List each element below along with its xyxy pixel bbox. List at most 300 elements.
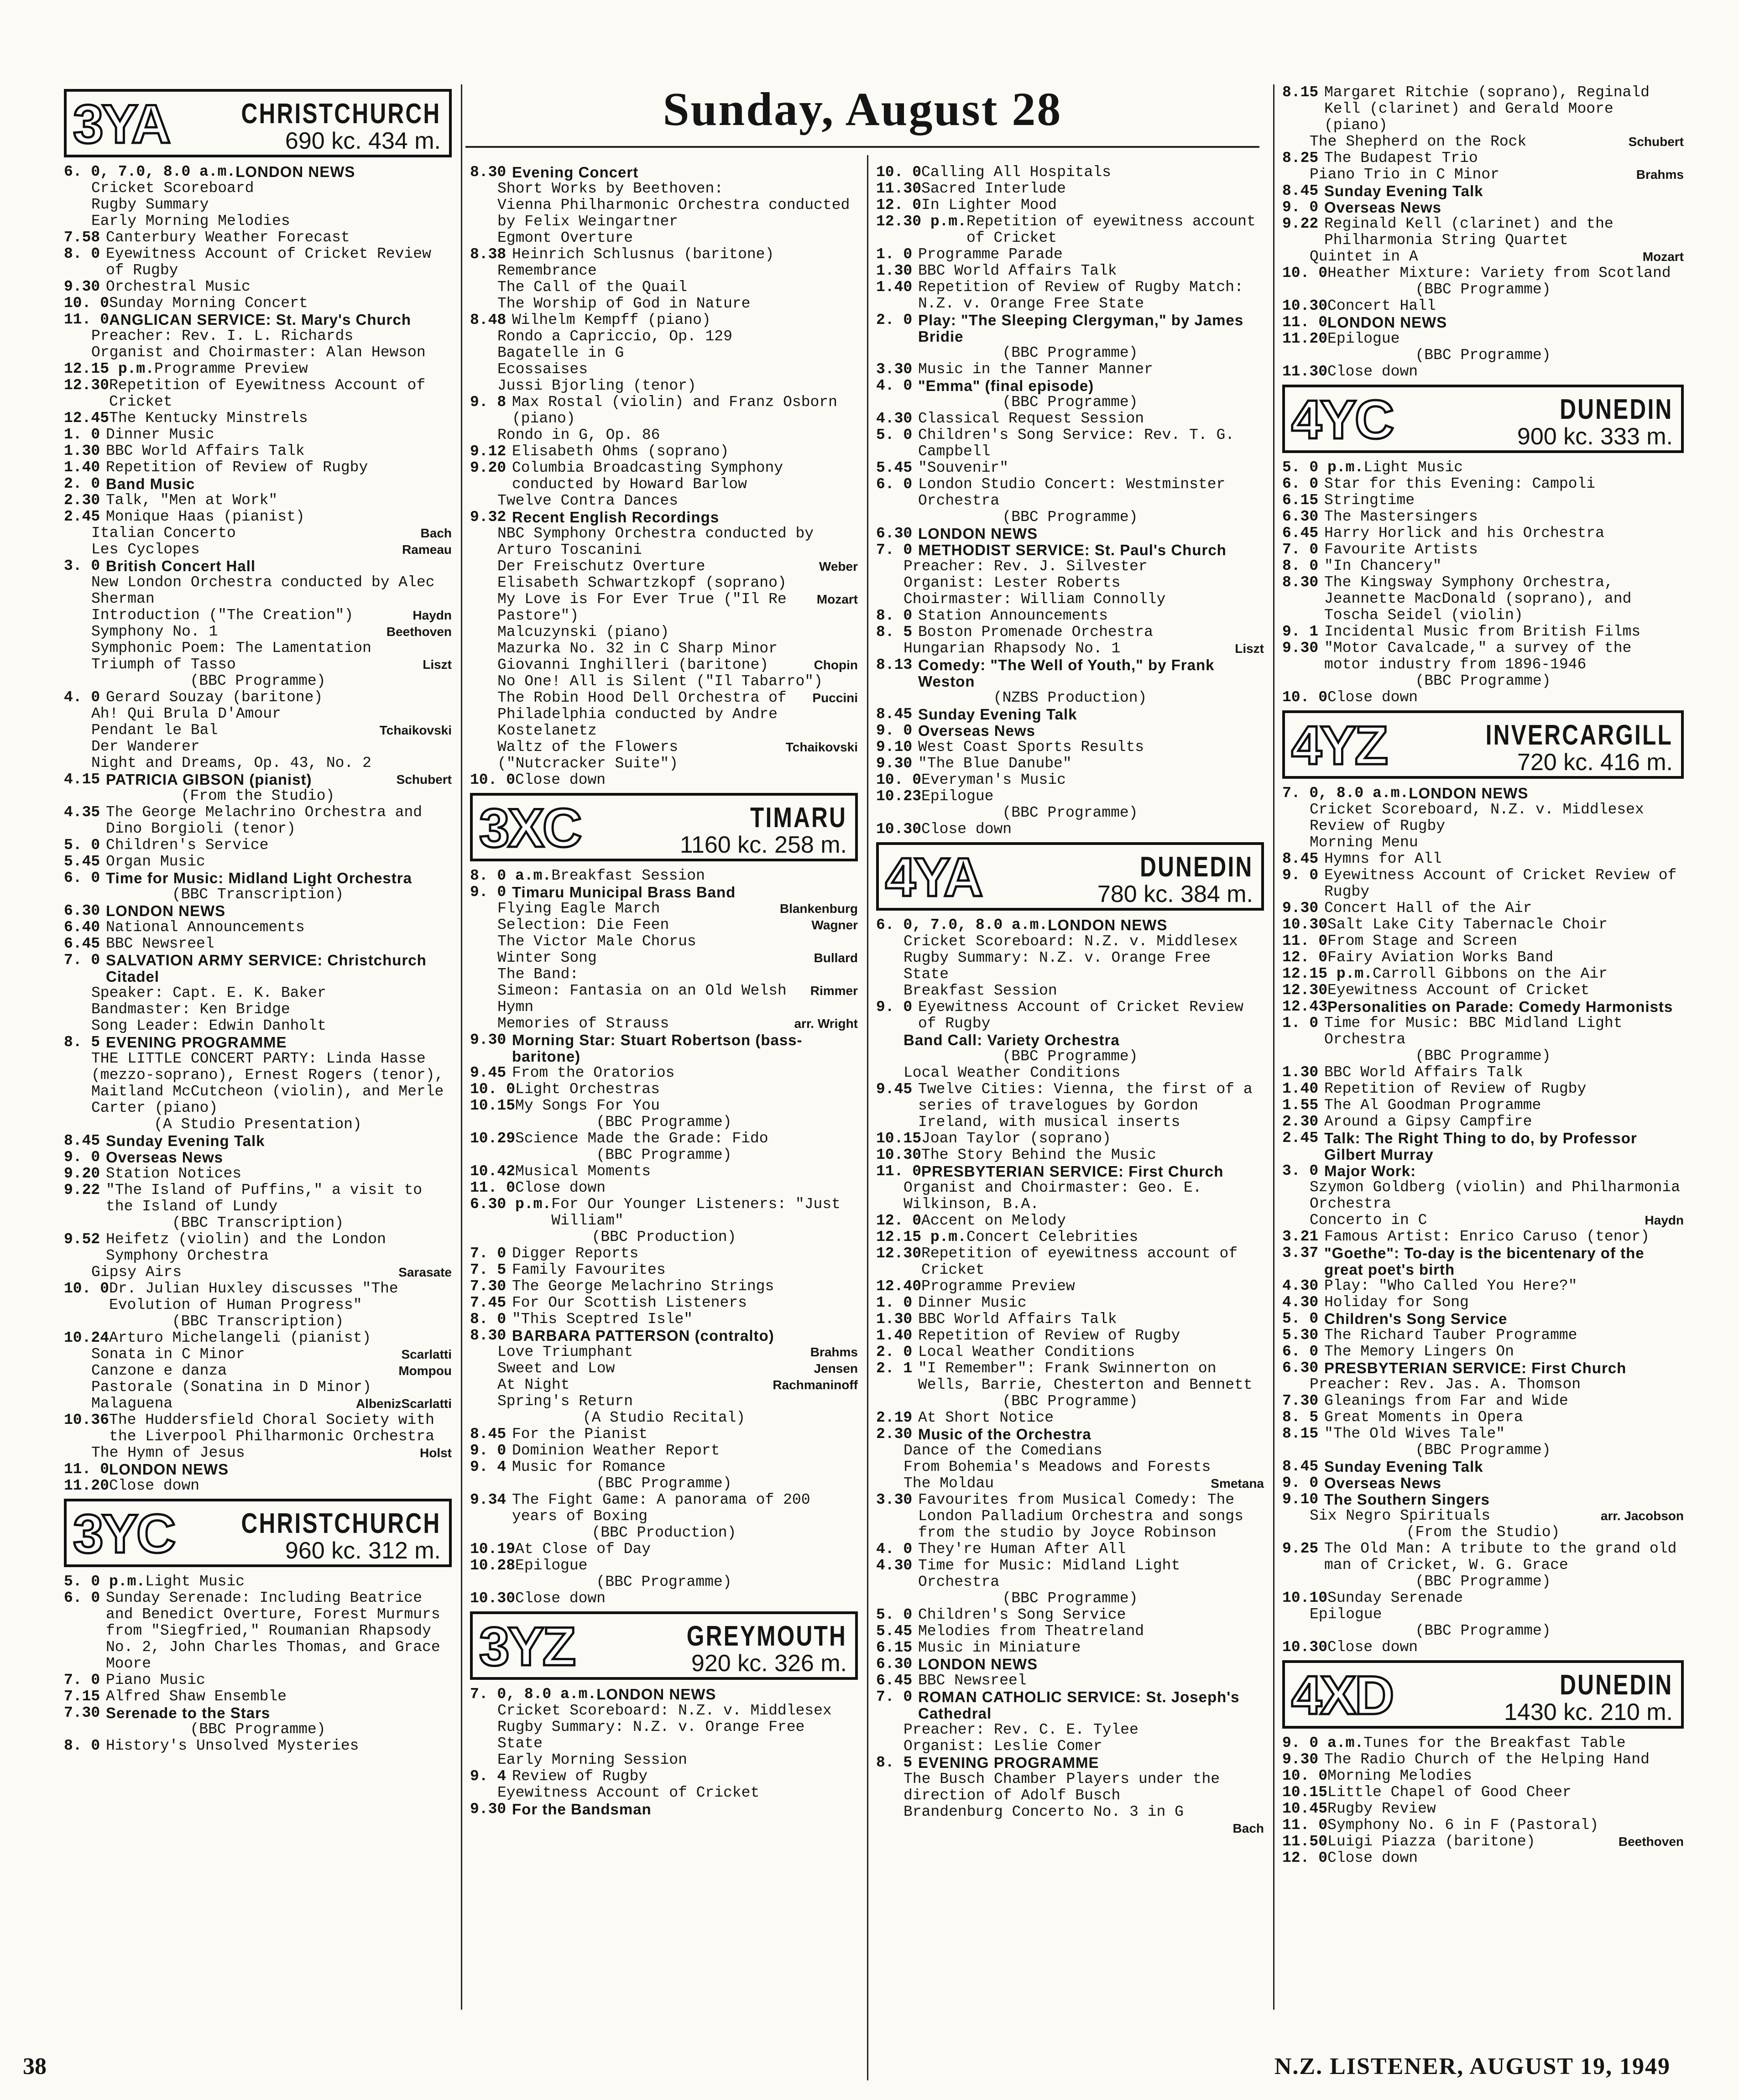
programme-entry — [64, 279, 452, 295]
programme-entry — [876, 772, 1264, 788]
programme-detail — [876, 1722, 1264, 1738]
programme-entry — [1282, 574, 1684, 624]
programme-title: Alfred Shaw Ensemble — [106, 1688, 287, 1705]
station-call-sign: 3YC — [73, 1503, 174, 1564]
programme-detail — [470, 673, 858, 690]
programme-title: Repetition of Review of Rugby — [106, 459, 368, 476]
programme-detail — [470, 1360, 858, 1377]
programme-time: 1.30 — [64, 443, 100, 459]
programme-entry — [1282, 459, 1684, 476]
detail-text: Organist: Lester Roberts — [903, 574, 1121, 591]
programme-time: 9.52 — [64, 1231, 100, 1248]
programme-entry — [876, 1541, 1264, 1558]
programme-detail — [470, 1703, 858, 1719]
detail-text: Rugby Summary — [91, 196, 209, 213]
programme-entry — [470, 443, 858, 460]
programme-entry — [470, 1686, 858, 1703]
programme-entry — [64, 771, 397, 788]
programme-time: 4.15 — [64, 771, 100, 788]
programme-title: Heather Mixture: Variety from Scotland — [1327, 265, 1671, 281]
station-frequency: 1430 kc. 210 m. — [1504, 1699, 1673, 1725]
programme-title: Favourite Artists — [1324, 541, 1478, 558]
column-divider-2 — [867, 155, 868, 2080]
programme-detail — [470, 983, 858, 1016]
programme-time: 2. 0 — [876, 312, 913, 328]
programme-time: 6.15 — [876, 1639, 913, 1656]
programme-entry — [876, 1360, 1264, 1393]
title-rule — [465, 146, 1259, 148]
programme-entry — [1282, 525, 1684, 542]
programme-time: 1.40 — [64, 459, 100, 476]
programme-title: Local Weather Conditions — [918, 1344, 1135, 1360]
programme-entry — [1282, 1801, 1684, 1817]
programme-time: 7.15 — [64, 1688, 100, 1705]
programme-title: Comedy: "The Well of Youth," by Frank Weston — [918, 657, 1219, 690]
programme-time: 9. 8 — [470, 394, 507, 411]
programme-time: 2.30 — [1282, 1113, 1319, 1130]
programme-title: The Radio Church of the Helping Hand — [1324, 1751, 1650, 1768]
programme-detail — [64, 197, 452, 213]
programme-title: The Mastersingers — [1324, 508, 1478, 525]
programme-time: 6. 0, 7.0, 8.0 a.m. — [64, 163, 236, 180]
programme-title: Boston Promenade Orchestra — [918, 624, 1153, 641]
programme-title: West Coast Sports Results — [918, 739, 1144, 756]
detail-text: The Worship of God in Nature — [497, 295, 751, 312]
programme-time: 9. 4 — [470, 1768, 507, 1785]
composer-name: Albeniz — [355, 1397, 402, 1411]
programme-time: 8.45 — [470, 1426, 507, 1443]
programme-time: 10.30 — [1282, 916, 1328, 933]
programme-title: Organ Music — [106, 853, 205, 870]
detail-text: Epilogue — [1310, 1606, 1382, 1623]
programme-entry — [1282, 1163, 1684, 1179]
programme-time: 10. 0 — [64, 1280, 110, 1297]
composer-name: Tchaikovski — [379, 723, 452, 737]
programme-entry — [64, 1166, 452, 1182]
programme-entry — [470, 1245, 858, 1262]
programme-entry — [64, 1330, 452, 1346]
programme-entry — [470, 1262, 858, 1278]
programme-time: 1.40 — [876, 1327, 913, 1344]
programme-entry — [876, 1278, 1264, 1295]
programme-title: BARBARA PATTERSON (contralto) — [512, 1327, 774, 1344]
programme-time: 6.30 — [64, 902, 100, 919]
detail-text: New London Orchestra conducted by Alec Sherman — [91, 574, 444, 607]
programme-detail — [470, 641, 858, 657]
programme-title: Programme Parade — [918, 246, 1063, 263]
detail-text: Les Cyclopes — [91, 541, 200, 558]
detail-text: Early Morning Melodies — [91, 213, 290, 229]
programme-source-note: (BBC Programme) — [1002, 804, 1138, 821]
composer-name: Rimmer — [810, 984, 858, 998]
page-number: 38 — [23, 2053, 47, 2079]
composer-name: Rachmaninoff — [773, 1378, 858, 1392]
composer-name: Haydn — [413, 608, 452, 622]
station-call-sign: 3XC — [479, 797, 580, 859]
programme-time: 9.30 — [64, 278, 100, 295]
programme-time: 2. 0 — [64, 475, 100, 492]
programme-entry — [876, 821, 1264, 838]
programme-title: LONDON NEWS — [106, 902, 226, 919]
station-city: DUNEDIN — [1559, 394, 1673, 425]
station-header-3yc — [64, 1499, 452, 1567]
programme-time: 9.25 — [1282, 1540, 1319, 1557]
programme-title: Epilogue — [1327, 330, 1400, 347]
programme-entry — [876, 1311, 1264, 1328]
programme-title: ANGLICAN SERVICE: St. Mary's Church — [109, 311, 412, 328]
programme-time: 6.45 — [876, 1672, 913, 1689]
composer-name: Liszt — [423, 657, 452, 672]
programme-title: BBC World Affairs Talk — [106, 443, 305, 459]
programme-title: Dinner Music — [918, 1294, 1027, 1311]
detail-text: Mazurka No. 32 in C Sharp Minor — [497, 640, 778, 657]
programme-time: 6.40 — [64, 919, 100, 936]
programme-time: 11. 0 — [64, 311, 110, 328]
programme-entry — [470, 1131, 858, 1147]
programme-time: 12.30 p.m. — [876, 213, 967, 230]
programme-time: 9.45 — [876, 1081, 913, 1098]
programme-title: LONDON NEWS — [235, 163, 355, 180]
programme-time: 6.45 — [1282, 525, 1319, 542]
programme-title: Personalities on Parade: Comedy Harmonists — [1327, 998, 1673, 1015]
programme-entry — [470, 1065, 858, 1081]
programme-time: 8.15 — [1282, 1425, 1319, 1442]
programme-title: For the Pianist — [512, 1426, 648, 1443]
programme-entry — [470, 1443, 858, 1459]
programme-time: 10. 0 — [1282, 265, 1328, 281]
programme-entry — [470, 1278, 858, 1295]
programme-entry — [470, 1163, 858, 1180]
programme-time: 9.32 — [470, 509, 507, 526]
detail-text: Flying Eagle March — [497, 900, 660, 917]
programme-title: Light Orchestras — [515, 1081, 660, 1098]
programme-title: BBC World Affairs Talk — [1324, 1064, 1523, 1081]
programme-detail — [876, 558, 1264, 575]
programme-entry — [1282, 1850, 1684, 1866]
programme-title: Piano Music — [106, 1672, 205, 1688]
programme-title: Gleanings from Far and Wide — [1324, 1392, 1568, 1409]
programme-title: Wilhelm Kempff (piano) — [512, 312, 711, 328]
programme-entry — [470, 246, 858, 263]
programme-title: National Announcements — [106, 919, 305, 936]
detail-text: Italian Concerto — [91, 525, 236, 542]
programme-title: Eyewitness Account of Cricket Review of Rugby — [1324, 867, 1686, 900]
detail-text: Night and Dreams, Op. 43, No. 2 — [91, 755, 371, 771]
programme-entry — [64, 229, 452, 246]
programme-time: 8. 5 — [876, 1754, 913, 1771]
programme-entry — [876, 1295, 1264, 1311]
programme-entry — [1282, 298, 1684, 314]
programme-detail — [470, 933, 858, 950]
programme-detail — [876, 575, 1264, 591]
programme-entry — [470, 868, 858, 884]
programme-time: 9.22 — [64, 1182, 100, 1199]
programme-title: Children's Song Service — [1324, 1310, 1508, 1327]
programme-detail — [876, 1180, 1264, 1213]
detail-text: Hungarian Rhapsody No. 1 — [903, 640, 1121, 657]
programme-time: 10. 0 — [1282, 1767, 1328, 1784]
programme-detail — [876, 1032, 1264, 1048]
detail-text: Malaguena — [91, 1395, 173, 1412]
programme-title: Heifetz (violin) and the London Symphony Orchestra — [106, 1231, 395, 1264]
programme-time: 3.30 — [876, 361, 913, 378]
programme-entry — [470, 1801, 858, 1818]
programme-title: Gerard Souzay (baritone) — [106, 689, 323, 706]
programme-time: 12.30 — [876, 1245, 922, 1262]
programme-entry — [1282, 1475, 1684, 1491]
programme-title: The Richard Tauber Programme — [1324, 1327, 1577, 1344]
programme-time: 2.19 — [876, 1409, 913, 1426]
programme-detail — [64, 1445, 452, 1461]
programme-entry — [470, 460, 858, 493]
programme-time: 8.30 — [1282, 574, 1319, 591]
programme-title: Famous Artist: Enrico Caruso (tenor) — [1324, 1228, 1650, 1245]
programme-detail — [1282, 1508, 1684, 1524]
programme-entry — [64, 295, 452, 312]
programme-time: 11. 0 — [470, 1179, 516, 1196]
detail-text: My Love is For Ever True ("Il Re Pastore") — [497, 591, 796, 624]
programme-entry — [64, 1672, 452, 1688]
programme-time: 11.30 — [1282, 363, 1328, 380]
programme-time: 7.30 — [470, 1278, 507, 1295]
programme-title: Light Music — [145, 1573, 245, 1590]
programme-time: 5. 0 — [876, 427, 913, 443]
programme-entry — [470, 1081, 858, 1098]
programme-detail — [64, 1051, 452, 1116]
programme-detail — [470, 345, 858, 361]
programme-title: Repetition of Review of Rugby — [918, 1327, 1180, 1344]
programme-title: Sunday Evening Talk — [106, 1132, 265, 1149]
programme-entry — [1282, 1393, 1684, 1409]
programme-title: Review of Rugby — [512, 1768, 648, 1785]
programme-title: LONDON NEWS — [1327, 314, 1447, 331]
programme-entry — [1282, 1491, 1684, 1508]
programme-entry — [1282, 1114, 1684, 1130]
programme-title: Dominion Weather Report — [512, 1442, 720, 1459]
programme-entry — [1282, 509, 1684, 525]
programme-title: The Story Behind the Music — [921, 1146, 1156, 1163]
programme-time: 9.30 — [470, 1801, 507, 1818]
programme-time: 12. 0 — [1282, 1850, 1328, 1866]
programme-detail — [64, 525, 452, 542]
programme-entry — [470, 1590, 858, 1607]
station-call-sign: 3YA — [73, 94, 169, 155]
programme-entry — [64, 854, 452, 870]
programme-detail — [64, 739, 452, 755]
detail-text: Pastorale (Sonatina in D Minor) — [91, 1379, 371, 1396]
programme-title: Eyewitness Account of Cricket Review of Rugby — [918, 999, 1253, 1032]
programme-title: Concert Celebrities — [966, 1229, 1138, 1245]
detail-text: Band Call: Variety Orchestra — [903, 1032, 1120, 1048]
programme-time: 9.20 — [470, 459, 507, 476]
programme-detail — [64, 213, 452, 229]
programme-time: 8.48 — [470, 312, 507, 328]
programme-title: The George Melachrino Orchestra and Dino Borgioli (tenor) — [106, 804, 431, 837]
programme-title: Repetition of Review of Rugby — [1324, 1080, 1587, 1097]
programme-entry — [876, 378, 1264, 394]
programme-entry — [64, 1281, 452, 1313]
programme-time: 9. 0 — [1282, 199, 1319, 216]
programme-time: 7. 5 — [470, 1261, 507, 1278]
programme-source-note: (A Studio Recital) — [582, 1409, 746, 1426]
programme-entry — [64, 1461, 452, 1478]
programme-entry — [1282, 1817, 1684, 1834]
detail-text: The Shepherd on the Rock — [1310, 133, 1527, 150]
detail-text: Rondo in G, Op. 86 — [497, 427, 660, 443]
programme-time: 12.30 — [1282, 982, 1328, 999]
programme-time: 6. 0 — [64, 1589, 100, 1606]
programme-entry — [876, 181, 1264, 197]
programme-detail — [470, 1785, 858, 1801]
composer-name: Beethoven — [386, 625, 452, 639]
programme-entry — [64, 410, 452, 427]
programme-entry — [1282, 542, 1684, 558]
programme-entry — [470, 1295, 858, 1311]
programme-title: Programme Preview — [154, 360, 308, 377]
programme-entry — [1282, 1229, 1684, 1245]
composer-name: Schubert — [396, 772, 452, 787]
programme-title: EVENING PROGRAMME — [918, 1754, 1099, 1771]
programme-entry — [876, 1623, 1264, 1640]
programme-entry — [1282, 1409, 1684, 1426]
programme-entry — [1282, 1097, 1684, 1114]
programme-title: Sunday Morning Concert — [109, 295, 308, 312]
station-header-4yc — [1282, 385, 1684, 453]
programme-title: Dr. Julian Huxley discusses "The Evolution of Human Progress" — [109, 1280, 407, 1313]
programme-detail — [470, 263, 858, 279]
issue-footer: N.Z. LISTENER, AUGUST 19, 1949 — [1274, 2053, 1671, 2079]
programme-entry — [1282, 867, 1684, 900]
programme-entry — [1282, 1426, 1684, 1442]
programme-time: 8. 0 — [64, 1737, 100, 1754]
programme-time: 9. 1 — [1282, 623, 1319, 640]
programme-title: Carroll Gibbons on the Air — [1373, 965, 1608, 982]
programme-title: Overseas News — [1324, 1475, 1442, 1491]
station-city: CHRISTCHURCH — [241, 98, 441, 130]
detail-text: Short Works by Beethoven: — [497, 180, 724, 197]
composer-name: Bach — [420, 526, 452, 540]
programme-entry — [64, 1574, 452, 1590]
programme-title: PRESBYTERIAN SERVICE: First Church — [921, 1163, 1224, 1180]
programme-source-note: (BBC Transcription) — [172, 1214, 344, 1231]
detail-text: Cricket Scoreboard — [91, 180, 254, 197]
programme-time: 5. 0 — [876, 1606, 913, 1623]
programme-time: 10. 0 — [876, 164, 922, 181]
programme-entry — [64, 1034, 452, 1051]
programme-time: 10.36 — [64, 1412, 110, 1428]
programme-title: The Huddersfield Choral Society with the Liverpool Philharmonic Orchestra — [109, 1412, 444, 1445]
programme-entry — [876, 1344, 1264, 1360]
programme-detail — [470, 1719, 858, 1752]
station-frequency: 780 kc. 384 m. — [1097, 881, 1253, 907]
programme-time: 2. 1 — [876, 1360, 913, 1377]
detail-text: Cricket Scoreboard: N.Z. v. Middlesex — [903, 933, 1238, 950]
programme-title: Talk: The Right Thing to do, by Professor Gilbert Murray — [1324, 1130, 1642, 1163]
programme-title: BBC World Affairs Talk — [918, 1311, 1117, 1328]
composer-name: Mozart — [816, 592, 858, 606]
programme-detail — [470, 1344, 858, 1360]
page-title: Sunday, August 28 — [663, 83, 1062, 135]
programme-title: Hymns for All — [1324, 850, 1442, 867]
programme-entry — [876, 1656, 1264, 1673]
programme-title: For Our Younger Listeners: "Just William" — [551, 1196, 850, 1229]
detail-text: Breakfast Session — [903, 982, 1057, 999]
programme-title: Science Made the Grade: Fido — [515, 1130, 768, 1147]
programme-detail — [876, 1443, 1264, 1459]
programme-entry — [1282, 640, 1684, 673]
programme-time: 10.29 — [470, 1130, 516, 1147]
composer-name: Scarlatti — [401, 1347, 452, 1361]
programme-entry — [876, 788, 1264, 805]
programme-entry — [64, 312, 452, 328]
programme-entry — [470, 884, 858, 901]
station-header-4xd — [1282, 1660, 1684, 1729]
station-frequency: 690 kc. 434 m. — [285, 128, 441, 154]
station-call-sign: 4YA — [885, 847, 982, 908]
programme-title: "I Remember": Frank Swinnerton on Wells, Barrie, Chesterton and Bennett — [918, 1360, 1253, 1393]
programme-source-note: (BBC Programme) — [190, 1721, 326, 1738]
programme-time: 12.40 — [876, 1278, 922, 1295]
detail-text: Triumph of Tasso — [91, 656, 236, 673]
detail-text: Elisabeth Schwartzkopf (soprano) — [497, 574, 787, 591]
programme-entry — [64, 377, 452, 410]
programme-title: Close down — [1327, 689, 1418, 706]
programme-time: 3. 0 — [64, 558, 100, 574]
programme-entry — [1282, 1294, 1684, 1311]
programme-entry — [1282, 265, 1684, 281]
programme-title: Heinrich Schlusnus (baritone) — [512, 246, 774, 263]
programme-entry — [876, 1492, 1264, 1541]
programme-time: 8. 0 — [876, 607, 913, 624]
programme-title: Sunday Serenade — [1327, 1589, 1463, 1606]
station-city: CHRISTCHURCH — [241, 1508, 441, 1539]
programme-detail — [1282, 1606, 1684, 1623]
station-call-sign: 4XD — [1291, 1665, 1393, 1726]
programme-entry — [470, 1311, 858, 1328]
detail-text: Rugby Summary: N.Z. v. Orange Free State — [497, 1719, 814, 1752]
programme-title: LONDON NEWS — [918, 525, 1038, 542]
composer-name: Liszt — [1235, 641, 1264, 656]
programme-detail — [1282, 818, 1684, 834]
programme-entry — [1282, 949, 1684, 966]
programme-title: Play: "The Sleeping Clergyman," by James Bridie — [918, 312, 1248, 345]
programme-time: 6.30 — [1282, 508, 1319, 525]
detail-text: Piano Trio in C Minor — [1310, 166, 1499, 183]
programme-time: 7. 0 — [470, 1245, 507, 1262]
programme-entry — [64, 837, 452, 854]
programme-time: 5.45 — [876, 459, 913, 476]
programme-time: 10.15 — [876, 1130, 922, 1147]
programme-source-note: (BBC Programme) — [1415, 1573, 1551, 1590]
programme-entry — [1282, 1360, 1684, 1376]
programme-time: 6.15 — [1282, 492, 1319, 509]
programme-detail — [64, 180, 452, 197]
programme-entry — [64, 443, 452, 459]
programme-detail — [876, 641, 1264, 657]
programme-detail — [470, 1393, 858, 1410]
station-city: DUNEDIN — [1139, 851, 1253, 883]
programme-time: 4.30 — [1282, 1277, 1319, 1294]
programme-detail — [470, 591, 858, 624]
programme-detail — [1282, 134, 1684, 150]
programme-entry — [876, 197, 1264, 214]
programme-time: 7.45 — [470, 1294, 507, 1311]
programme-detail — [64, 755, 452, 771]
programme-time: 11. 0 — [876, 1163, 922, 1180]
programme-detail — [64, 657, 452, 673]
programme-title: The Memory Lingers On — [1324, 1343, 1514, 1360]
programme-title: Children's Song Service — [918, 1606, 1126, 1623]
